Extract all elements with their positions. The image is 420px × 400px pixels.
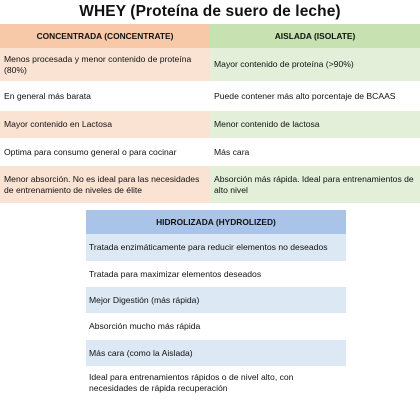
table-row (0, 166, 420, 203)
concentrate-cell: Optima para consumo general o para cocinar (4, 146, 177, 157)
isolate-cell: Más cara (214, 146, 250, 157)
table-row (0, 111, 420, 138)
page-title: WHEY (Proteína de suero de leche) (79, 3, 341, 20)
isolate-cell: Puede contener más alto porcentaje de BCAAS (214, 90, 396, 101)
table-row (0, 138, 420, 166)
header-hydrolyzed: HIDROLIZADA (HYDROLIZED) (86, 210, 346, 234)
concentrate-cell: Mayor contenido en Lactosa (0, 111, 210, 138)
list-item: Tratada para maximizar elementos deseados (89, 268, 262, 279)
isolate-cell: Menor contenido de lactosa (210, 111, 420, 138)
concentrate-cell: En general más barata (4, 90, 91, 101)
concentrate-cell: Menos procesada y menor contenido de proteína (80%) (0, 48, 210, 81)
list-item: Más cara (como la Aislada) (86, 340, 346, 366)
comparison-table (0, 24, 420, 203)
list-item: Ideal para entrenamientos rápidos o de nivel alto, con necesidades de rápida recuperación (89, 372, 294, 393)
list-item: Mejor Digestión (más rápida) (86, 287, 346, 313)
header-isolate: AISLADA (ISOLATE) (210, 24, 420, 48)
list-item: Absorción mucho más rápida (89, 321, 201, 331)
table-row (0, 81, 420, 111)
concentrate-cell: Menor absorción. No es ideal para las necesidades de entrenamiento de niveles de élite (0, 166, 210, 203)
isolate-cell: Mayor contenido de proteína (>90%) (210, 48, 420, 81)
hydrolyzed-table (86, 210, 346, 400)
table-row (0, 48, 420, 81)
comparison-header-row (0, 24, 420, 48)
header-concentrate: CONCENTRADA (CONCENTRATE) (0, 24, 210, 48)
isolate-cell: Absorción más rápida. Ideal para entrenamientos de alto nivel (210, 166, 420, 203)
list-item: Tratada enzimáticamente para reducir elementos no deseados (86, 234, 346, 261)
